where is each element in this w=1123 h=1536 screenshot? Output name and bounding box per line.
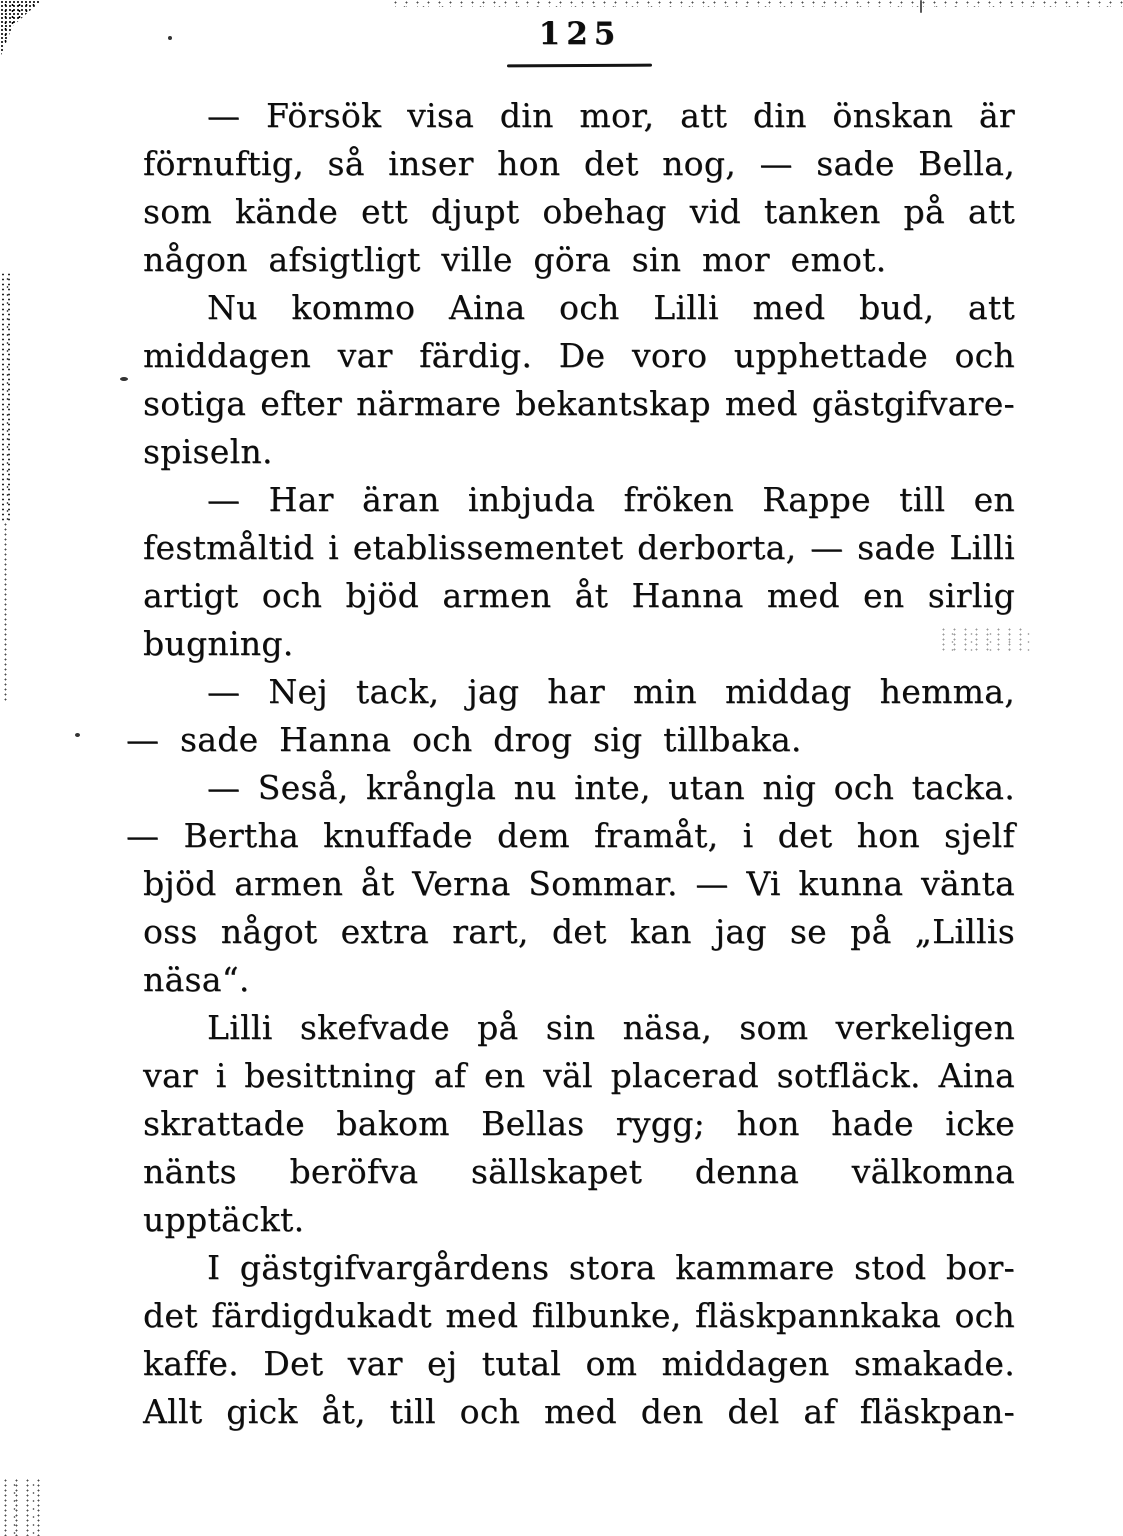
text-line: sotiga efter närmare bekantskap med gästgifvare- — [143, 384, 1015, 423]
text-block — [126, 92, 1015, 1436]
page-number-underline — [507, 64, 652, 68]
text-line: — sade Hanna och drog sig tillbaka. — [126, 720, 802, 759]
text-line: — Har äran inbjuda fröken Rappe till en — [207, 480, 1015, 519]
text-line: — Seså, krångla nu inte, utan nig och tacka. — [207, 768, 1015, 807]
scan-artifact — [920, 0, 922, 13]
text-line: Nu kommo Aina och Lilli med bud, att — [207, 288, 1015, 327]
text-line: Lilli skefvade på sin näsa, som verkeligen — [207, 1008, 1015, 1047]
scan-artifact — [0, 522, 9, 702]
text-line: I gästgifvargårdens stora kammare stod bor- — [207, 1248, 1015, 1287]
text-line: bugning. — [143, 624, 294, 663]
text-line: näsa“. — [143, 960, 250, 999]
scan-artifact — [168, 36, 172, 40]
scan-artifact — [390, 0, 1123, 7]
page-number: 125 — [538, 16, 622, 52]
text-line: middagen var färdig. De voro upphettade och — [143, 336, 1015, 375]
scan-artifact — [0, 1478, 46, 1536]
text-line: — Försök visa din mor, att din önskan är — [207, 96, 1015, 135]
scan-artifact — [75, 733, 80, 737]
text-line: var i besittning af en väl placerad sotfläck. Aina — [143, 1056, 1015, 1095]
text-line: festmåltid i etablissementet derborta, — sade Lilli — [143, 528, 1015, 567]
text-line: Allt gick åt, till och med den del af fläskpan- — [143, 1392, 1015, 1431]
text-line: det färdigdukadt med filbunke, fläskpannkaka och — [143, 1296, 1015, 1335]
text-line: — Nej tack, jag har min middag hemma, — [207, 672, 1015, 711]
text-line: någon afsigtligt ville göra sin mor emot. — [143, 240, 887, 279]
text-line: spiseln. — [143, 432, 273, 471]
scan-artifact — [120, 377, 128, 381]
text-line: som kände ett djupt obehag vid tanken på att — [143, 192, 1015, 231]
text-line: oss något extra rart, det kan jag se på „Lillis — [143, 912, 1015, 951]
text-line: förnuftig, så inser hon det nog, — sade Bella, — [143, 144, 1015, 183]
text-line: artigt och bjöd armen åt Hanna med en sirlig — [143, 576, 1015, 615]
text-line: kaffe. Det var ej tutal om middagen smakade. — [143, 1344, 1015, 1383]
scan-artifact — [0, 0, 42, 58]
text-line: — Bertha knuffade dem framåt, i det hon sjelf — [126, 816, 1015, 855]
scan-artifact — [0, 272, 13, 522]
text-line: bjöd armen åt Verna Sommar. — Vi kunna vänta — [143, 864, 1015, 903]
text-line: nänts beröfva sällskapet denna välkomna upptäckt. — [143, 1152, 1015, 1239]
text-line: skrattade bakom Bellas rygg; hon hade icke — [143, 1104, 1015, 1143]
